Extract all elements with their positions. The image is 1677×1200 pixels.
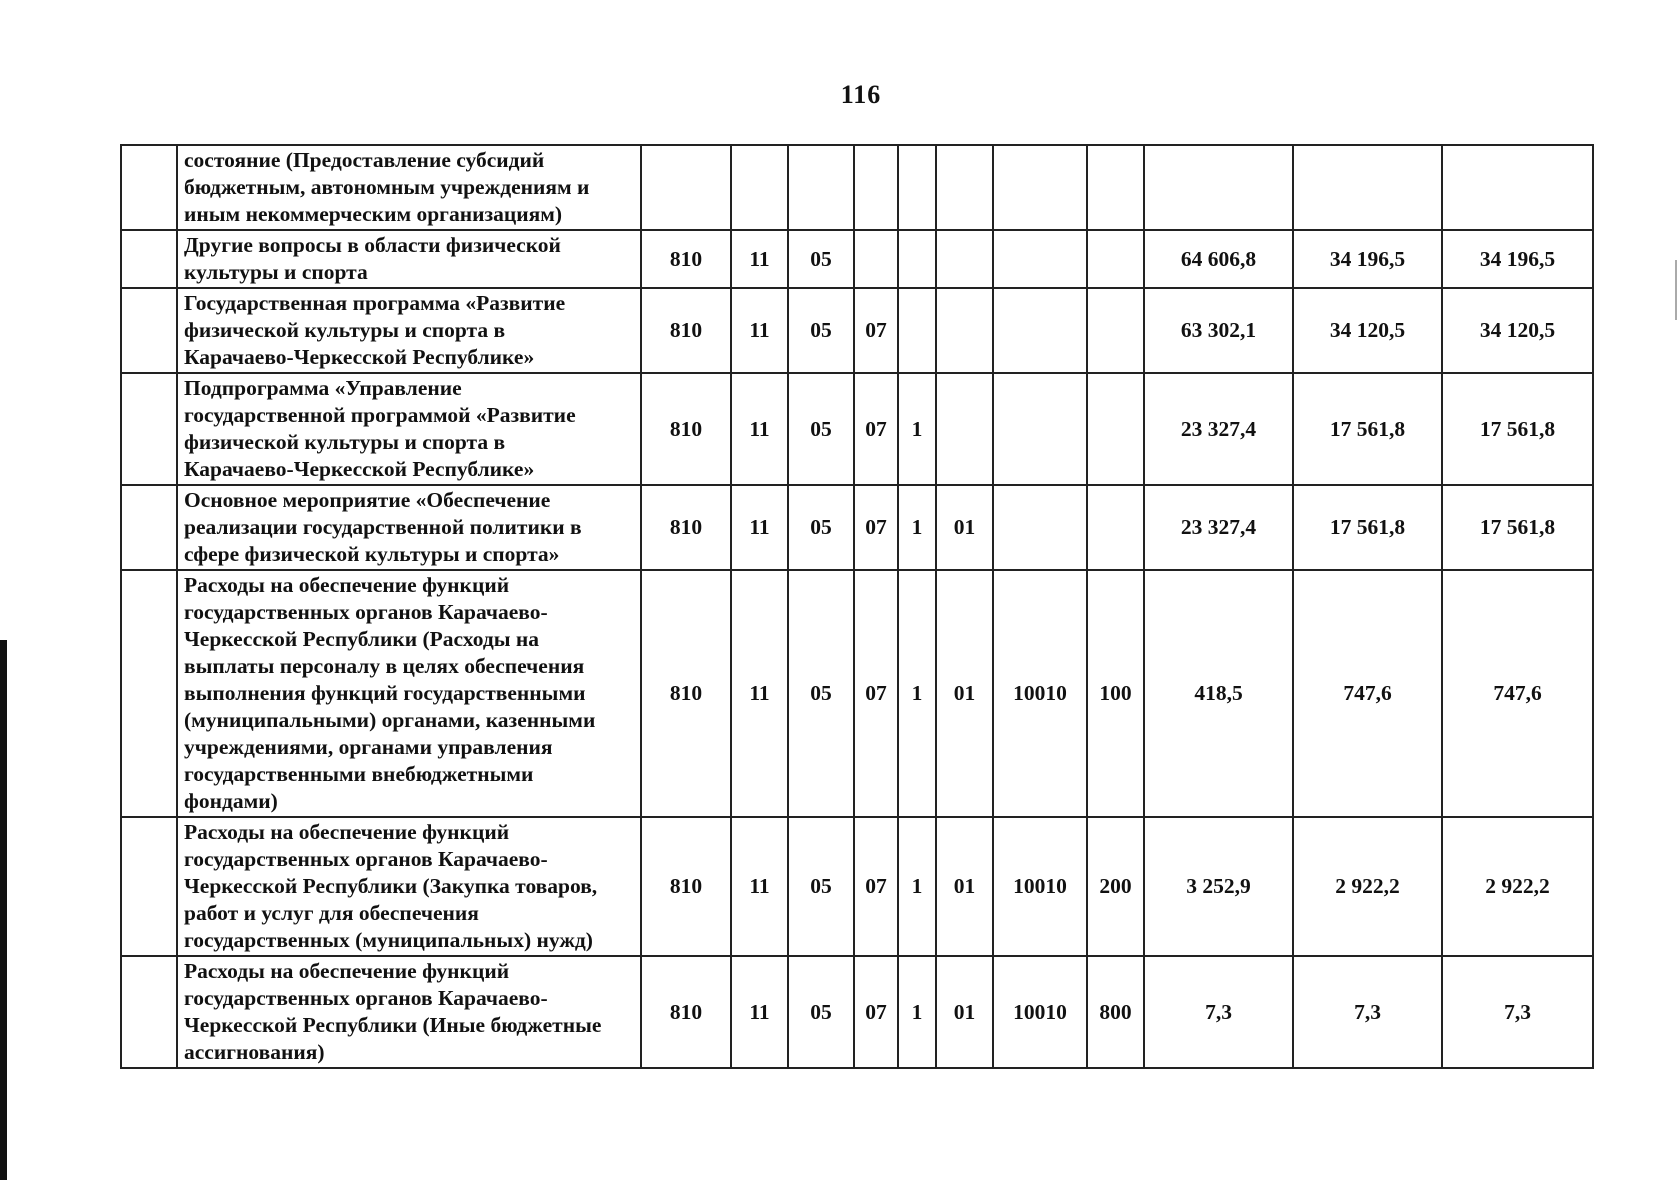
section-code-cell: 11 bbox=[731, 373, 788, 485]
expense-type-cell bbox=[1087, 485, 1144, 570]
subsection-code-cell: 05 bbox=[788, 570, 854, 817]
measure-code-cell bbox=[936, 230, 993, 288]
subprogram-code-cell bbox=[898, 288, 936, 373]
expense-type-cell bbox=[1087, 145, 1144, 230]
row-description: Расходы на обеспечение функций государственных органов Карачаево- Черкесской Республики (Иные бюджетные ассигнования) bbox=[177, 956, 641, 1068]
subprogram-code-cell bbox=[898, 230, 936, 288]
amount-year2-cell: 2 922,2 bbox=[1293, 817, 1442, 956]
table-body bbox=[121, 145, 1593, 1068]
row-number-cell bbox=[121, 373, 177, 485]
subprogram-code-cell: 1 bbox=[898, 373, 936, 485]
expense-type-cell bbox=[1087, 288, 1144, 373]
amount-year1-cell: 23 327,4 bbox=[1144, 373, 1293, 485]
subsection-code-cell: 05 bbox=[788, 485, 854, 570]
subprogram-code-cell: 1 bbox=[898, 570, 936, 817]
amount-year3-cell: 34 196,5 bbox=[1442, 230, 1593, 288]
row-description: Расходы на обеспечение функций государственных органов Карачаево- Черкесской Республики (Закупка товаров, работ и услуг для обеспечения государственных (муниципальных) нужд) bbox=[177, 817, 641, 956]
subsection-code-cell: 05 bbox=[788, 817, 854, 956]
section-code-cell: 11 bbox=[731, 817, 788, 956]
row-number-cell bbox=[121, 230, 177, 288]
subprogram-code-cell: 1 bbox=[898, 485, 936, 570]
expense-type-cell bbox=[1087, 373, 1144, 485]
direction-code-cell bbox=[993, 288, 1087, 373]
subsection-code-cell: 05 bbox=[788, 373, 854, 485]
amount-year3-cell: 747,6 bbox=[1442, 570, 1593, 817]
ved-code-cell: 810 bbox=[641, 373, 731, 485]
amount-year3-cell: 2 922,2 bbox=[1442, 817, 1593, 956]
row-number-cell bbox=[121, 145, 177, 230]
direction-code-cell bbox=[993, 485, 1087, 570]
amount-year1-cell bbox=[1144, 145, 1293, 230]
direction-code-cell bbox=[993, 230, 1087, 288]
amount-year3-cell: 17 561,8 bbox=[1442, 373, 1593, 485]
measure-code-cell: 01 bbox=[936, 485, 993, 570]
program-code-cell bbox=[854, 145, 898, 230]
measure-code-cell bbox=[936, 288, 993, 373]
ved-code-cell: 810 bbox=[641, 288, 731, 373]
amount-year1-cell: 23 327,4 bbox=[1144, 485, 1293, 570]
subprogram-code-cell bbox=[898, 145, 936, 230]
budget-table bbox=[120, 144, 1594, 1069]
ved-code-cell bbox=[641, 145, 731, 230]
amount-year2-cell: 34 120,5 bbox=[1293, 288, 1442, 373]
expense-type-cell: 100 bbox=[1087, 570, 1144, 817]
section-code-cell: 11 bbox=[731, 288, 788, 373]
amount-year1-cell: 418,5 bbox=[1144, 570, 1293, 817]
program-code-cell: 07 bbox=[854, 373, 898, 485]
row-number-cell bbox=[121, 956, 177, 1068]
table-row bbox=[121, 145, 1593, 230]
amount-year2-cell: 34 196,5 bbox=[1293, 230, 1442, 288]
table-row bbox=[121, 956, 1593, 1068]
ved-code-cell: 810 bbox=[641, 956, 731, 1068]
amount-year3-cell: 34 120,5 bbox=[1442, 288, 1593, 373]
expense-type-cell: 200 bbox=[1087, 817, 1144, 956]
row-number-cell bbox=[121, 288, 177, 373]
table-row bbox=[121, 230, 1593, 288]
row-description: Государственная программа «Развитие физической культуры и спорта в Карачаево-Черкесской Республике» bbox=[177, 288, 641, 373]
scan-edge-left bbox=[0, 640, 7, 1180]
direction-code-cell bbox=[993, 373, 1087, 485]
amount-year1-cell: 3 252,9 bbox=[1144, 817, 1293, 956]
section-code-cell bbox=[731, 145, 788, 230]
expense-type-cell: 800 bbox=[1087, 956, 1144, 1068]
amount-year2-cell bbox=[1293, 145, 1442, 230]
program-code-cell: 07 bbox=[854, 817, 898, 956]
amount-year3-cell: 17 561,8 bbox=[1442, 485, 1593, 570]
amount-year2-cell: 17 561,8 bbox=[1293, 485, 1442, 570]
subsection-code-cell: 05 bbox=[788, 288, 854, 373]
subprogram-code-cell: 1 bbox=[898, 817, 936, 956]
row-number-cell bbox=[121, 485, 177, 570]
table-row bbox=[121, 485, 1593, 570]
row-number-cell bbox=[121, 570, 177, 817]
subsection-code-cell: 05 bbox=[788, 956, 854, 1068]
amount-year1-cell: 64 606,8 bbox=[1144, 230, 1293, 288]
measure-code-cell bbox=[936, 373, 993, 485]
table-row bbox=[121, 817, 1593, 956]
expense-type-cell bbox=[1087, 230, 1144, 288]
measure-code-cell: 01 bbox=[936, 956, 993, 1068]
amount-year2-cell: 7,3 bbox=[1293, 956, 1442, 1068]
row-description: Основное мероприятие «Обеспечение реализации государственной политики в сфере физической культуры и спорта» bbox=[177, 485, 641, 570]
subsection-code-cell: 05 bbox=[788, 230, 854, 288]
amount-year1-cell: 7,3 bbox=[1144, 956, 1293, 1068]
measure-code-cell bbox=[936, 145, 993, 230]
amount-year3-cell bbox=[1442, 145, 1593, 230]
program-code-cell: 07 bbox=[854, 570, 898, 817]
amount-year2-cell: 17 561,8 bbox=[1293, 373, 1442, 485]
table-row bbox=[121, 373, 1593, 485]
table-row bbox=[121, 570, 1593, 817]
section-code-cell: 11 bbox=[731, 956, 788, 1068]
table-row bbox=[121, 288, 1593, 373]
direction-code-cell: 10010 bbox=[993, 956, 1087, 1068]
direction-code-cell: 10010 bbox=[993, 570, 1087, 817]
direction-code-cell: 10010 bbox=[993, 817, 1087, 956]
row-description: Другие вопросы в области физической культуры и спорта bbox=[177, 230, 641, 288]
section-code-cell: 11 bbox=[731, 485, 788, 570]
amount-year3-cell: 7,3 bbox=[1442, 956, 1593, 1068]
row-description: Подпрограмма «Управление государственной программой «Развитие физической культуры и спорта в Карачаево-Черкесской Республике» bbox=[177, 373, 641, 485]
program-code-cell bbox=[854, 230, 898, 288]
page-number: 116 bbox=[840, 80, 882, 109]
row-description: Расходы на обеспечение функций государственных органов Карачаево- Черкесской Республики (Расходы на выплаты персоналу в целях обеспечения выполнения функций государственными (муниципальными) органами, казенными учреждениями, органами управления государственными внебюджетными фондами) bbox=[177, 570, 641, 817]
direction-code-cell bbox=[993, 145, 1087, 230]
program-code-cell: 07 bbox=[854, 485, 898, 570]
amount-year2-cell: 747,6 bbox=[1293, 570, 1442, 817]
subprogram-code-cell: 1 bbox=[898, 956, 936, 1068]
row-description: состояние (Предоставление субсидий бюджетным, автономным учреждениям и иным некоммерческим организациям) bbox=[177, 145, 641, 230]
ved-code-cell: 810 bbox=[641, 817, 731, 956]
section-code-cell: 11 bbox=[731, 230, 788, 288]
program-code-cell: 07 bbox=[854, 956, 898, 1068]
measure-code-cell: 01 bbox=[936, 817, 993, 956]
row-number-cell bbox=[121, 817, 177, 956]
ved-code-cell: 810 bbox=[641, 230, 731, 288]
ved-code-cell: 810 bbox=[641, 485, 731, 570]
subsection-code-cell bbox=[788, 145, 854, 230]
amount-year1-cell: 63 302,1 bbox=[1144, 288, 1293, 373]
measure-code-cell: 01 bbox=[936, 570, 993, 817]
ved-code-cell: 810 bbox=[641, 570, 731, 817]
section-code-cell: 11 bbox=[731, 570, 788, 817]
program-code-cell: 07 bbox=[854, 288, 898, 373]
